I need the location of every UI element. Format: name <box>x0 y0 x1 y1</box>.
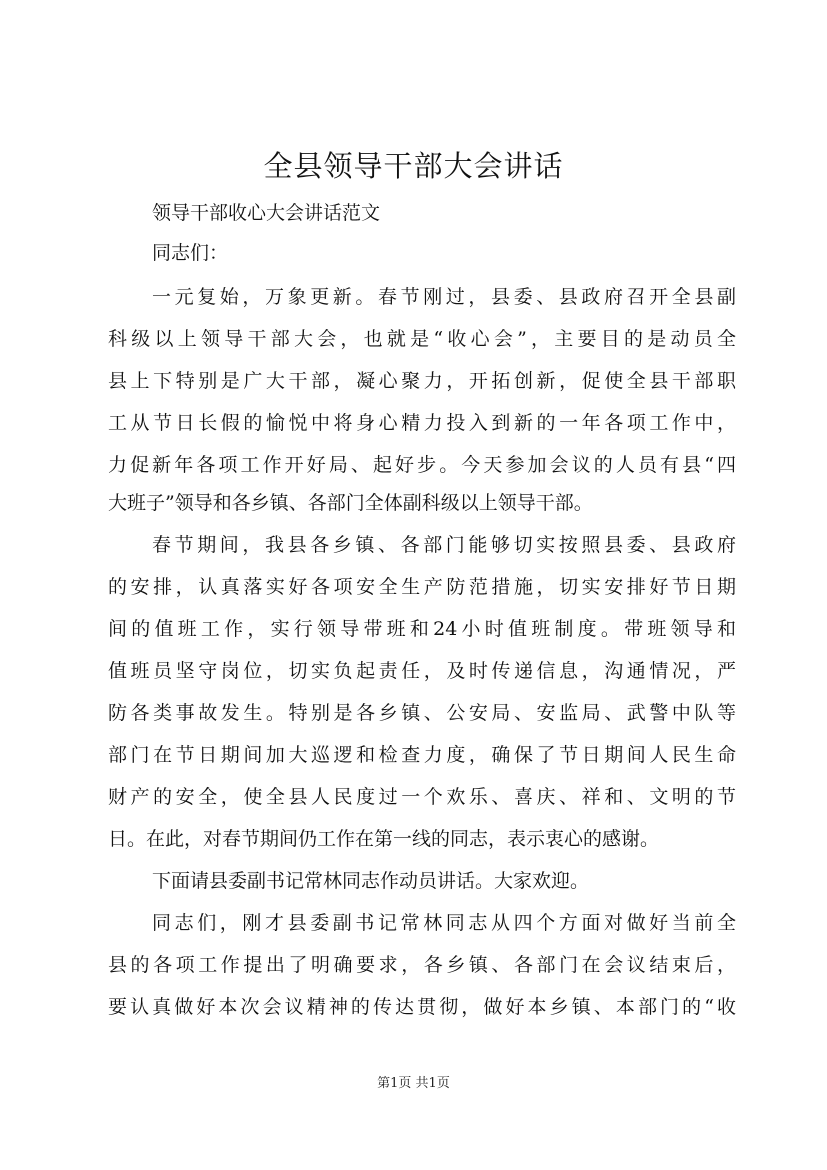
subtitle-line: 领导干部收心大会讲话范文 <box>152 202 381 224</box>
paragraph-line: 要认真做好本次会议精神的传达贯彻，做好本乡镇、本部门的“收 <box>108 996 736 1018</box>
paragraph-line: 科级以上领导干部大会，也就是“收心会”，主要目的是动员全 <box>108 328 736 350</box>
page-number-footer: 第1页 共1页 <box>377 1076 450 1091</box>
paragraph-line: 工从节日长假的愉悦中将身心精力投入到新的一年各项工作中， <box>108 412 736 434</box>
paragraph-line: 部门在节日期间加大巡逻和检查力度，确保了节日期间人民生命 <box>108 744 736 766</box>
paragraph-line: 春节期间，我县各乡镇、各部门能够切实按照县委、县政府 <box>152 534 736 556</box>
paragraph-line: 日。在此，对春节期间仍工作在第一线的同志，表示衷心的感谢。 <box>108 828 660 850</box>
paragraph-line: 值班员坚守岗位，切实负起责任，及时传递信息，沟通情况，严 <box>108 660 736 682</box>
paragraph-line: 防各类事故发生。特别是各乡镇、公安局、安监局、武警中队等 <box>108 702 736 724</box>
paragraph-line: 一元复始，万象更新。春节刚过，县委、县政府召开全县副 <box>152 286 736 308</box>
paragraph-line: 财产的安全，使全县人民度过一个欢乐、喜庆、祥和、文明的节 <box>108 786 736 808</box>
paragraph-line: 县上下特别是广大干部，凝心聚力，开拓创新，促使全县干部职 <box>108 370 736 392</box>
paragraph-line: 间的值班工作，实行领导带班和24小时值班制度。带班领导和 <box>108 618 736 640</box>
paragraph-line: 下面请县委副书记常林同志作动员讲话。大家欢迎。 <box>152 870 590 892</box>
paragraph-line: 县的各项工作提出了明确要求，各乡镇、各部门在会议结束后， <box>108 954 736 976</box>
paragraph-line: 力促新年各项工作开好局、起好步。今天参加会议的人员有县“四 <box>108 454 736 476</box>
paragraph-line: 的安排，认真落实好各项安全生产防范措施，切实安排好节日期 <box>108 576 736 598</box>
paragraph-line: 大班子”领导和各乡镇、各部门全体副科级以上领导干部。 <box>108 492 593 514</box>
salutation-line: 同志们： <box>152 242 229 264</box>
document-title: 全县领导干部大会讲话 <box>263 149 564 183</box>
paragraph-line: 同志们，刚才县委副书记常林同志从四个方面对做好当前全 <box>152 912 736 934</box>
